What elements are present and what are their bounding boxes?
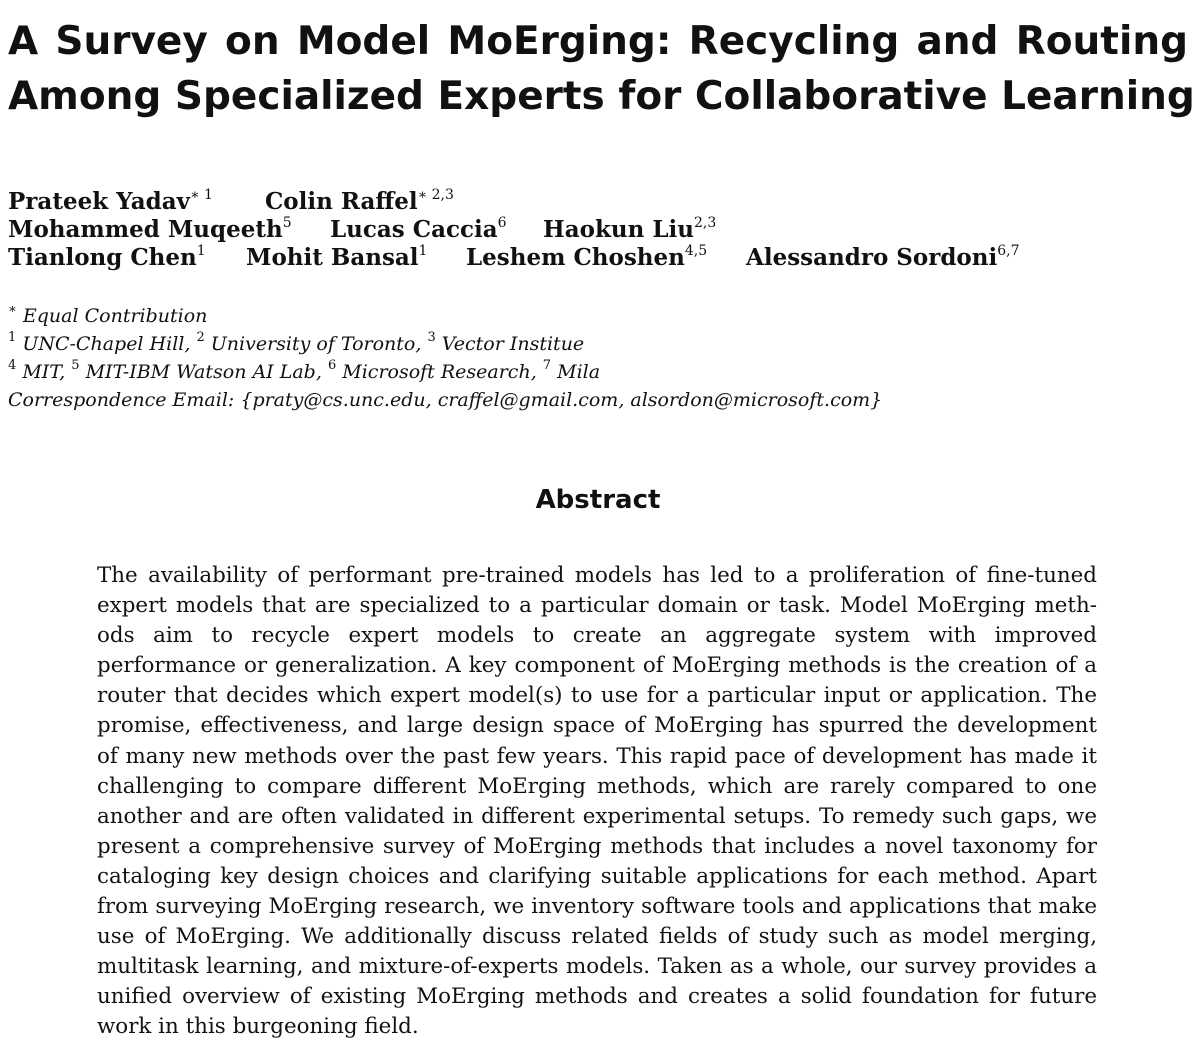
abstract-text: The availability of performant pre-trained models has led to a proliferation of fine-tuned expert models that are specialized to a particular domain or task. Model MoErging methods aim to recycle expert models to create an aggregate system with improved performance or generalization. A key component of MoErging methods is the creation of a router that decides which expert model(s) to use for a particular input or application. The promise, effectiveness, and large design space of MoErging has spurred the development of many new methods over the past few years. This rapid pace of development has made it challenging to compare different MoErging methods, which are rarely compared to one another and are often validated in different experimental setups. To remedy such gaps, we present a comprehensive survey of MoErging methods that includes a novel taxonomy for cataloging key design choices and clarifying suitable applications for each method. Apart from surveying MoErging research, we inventory software tools and applications that make use of MoErging. We additionally discuss related fields of study such as model merging, multitask learning, and mixture-of-experts models. Taken as a whole, our survey provides a unified overview of existing MoErging methods and creates a solid foundation for future work in this burgeoning field. <box>97 563 1097 1040</box>
author-affiliation-marks: 5 <box>282 215 292 231</box>
affiliation-number: 2 <box>196 330 205 345</box>
affiliation-name: MIT-IBM Watson AI Lab, <box>85 361 322 383</box>
affiliation-name: Vector Institue <box>441 333 585 355</box>
affiliation-name: Mila <box>557 361 601 383</box>
author <box>8 188 213 216</box>
author-affiliation-marks: 1 <box>196 243 206 259</box>
footnote-text: Equal Contribution <box>22 305 208 327</box>
author <box>265 188 454 216</box>
affiliation-number: 5 <box>71 358 80 373</box>
author <box>330 216 507 244</box>
affiliation-number: 3 <box>427 330 436 345</box>
author-name: Mohammed Muqeeth <box>8 216 283 243</box>
title-line-1: A Survey on Model MoErging: Recycling and Routing <box>8 19 1188 64</box>
affiliations-block <box>8 302 882 414</box>
author-name: Lucas Caccia <box>330 216 498 243</box>
author <box>8 244 206 272</box>
author-affiliation-marks: ∗ 2,3 <box>417 187 454 203</box>
author-affiliation-marks: 4,5 <box>684 243 708 259</box>
author <box>543 216 716 244</box>
affiliation-number: 7 <box>542 358 552 373</box>
author-name: Tianlong Chen <box>8 244 197 271</box>
affiliation-row-1 <box>8 330 882 358</box>
author <box>8 216 292 244</box>
author-name: Alessandro Sordoni <box>746 244 998 271</box>
author-affiliation-marks: 6 <box>497 215 507 231</box>
equal-contribution-note <box>8 302 882 330</box>
affiliation-row-2 <box>8 358 882 386</box>
author-name: Leshem Choshen <box>466 244 685 271</box>
author-name: Haokun Liu <box>543 216 694 243</box>
author-affiliation-marks: ∗ 1 <box>190 187 213 203</box>
correspondence-email: Correspondence Email: {praty@cs.unc.edu, craffel@gmail.com, alsordon@microsoft.com} <box>8 389 883 411</box>
paper-title <box>8 14 1195 124</box>
author <box>246 244 427 272</box>
author <box>466 244 707 272</box>
author-name: Mohit Bansal <box>246 244 419 271</box>
affiliation-number: 1 <box>8 330 17 345</box>
author-name: Colin Raffel <box>265 188 418 215</box>
abstract-heading: Abstract <box>535 485 661 515</box>
affiliation-number: 4 <box>8 358 17 373</box>
title-line-2: Among Specialized Experts for Collaborative Learning <box>8 74 1195 119</box>
affiliation-number: 6 <box>327 358 337 373</box>
affiliation-name: University of Toronto, <box>210 333 422 355</box>
author-affiliation-marks: 1 <box>418 243 428 259</box>
author-name: Prateek Yadav <box>8 188 191 215</box>
author-affiliation-marks: 2,3 <box>694 215 717 231</box>
affiliation-name: MIT, <box>22 361 66 383</box>
footnote-mark: ∗ <box>8 302 17 317</box>
affiliation-name: UNC-Chapel Hill, <box>22 333 191 355</box>
author-affiliation-marks: 6,7 <box>997 243 1020 259</box>
affiliation-name: Microsoft Research, <box>342 361 537 383</box>
author <box>746 244 1020 272</box>
